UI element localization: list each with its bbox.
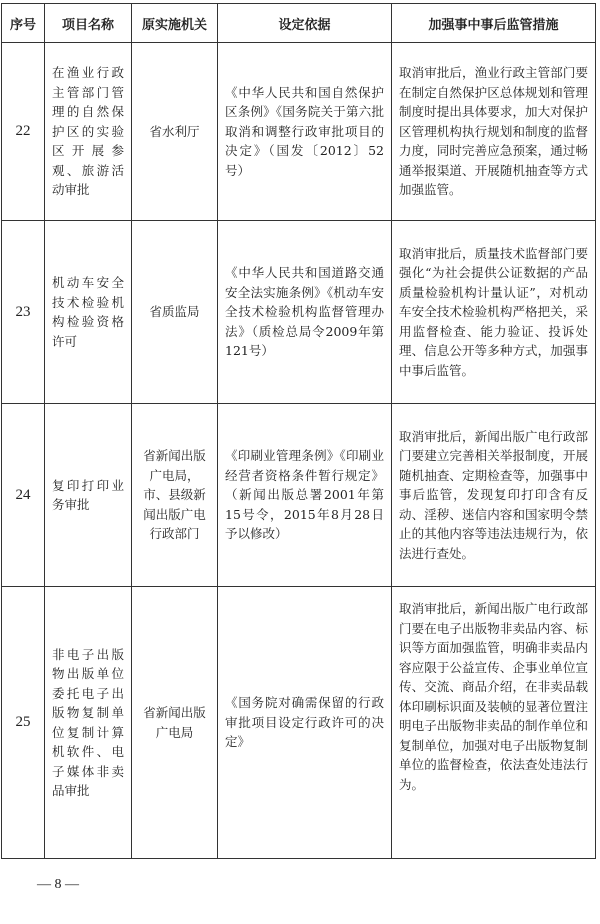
row-index: 23 <box>2 221 45 404</box>
row-agency <box>132 587 218 859</box>
row-item-name <box>45 43 132 221</box>
row-item-name-text: 在渔业行政主管部门管理的自然保护区的实验区开展参观、旅游活动审批 <box>52 65 124 198</box>
row-item-name-text: 复印打印业务审批 <box>52 477 124 512</box>
row-item-name-text: 非电子出版物出版单位委托电子出版物复制单位复制计算机软件、电子媒体非卖品审批 <box>52 646 124 798</box>
table-row <box>2 587 596 859</box>
row-agency <box>132 221 218 404</box>
page-number: — 8 — <box>37 877 79 892</box>
row-measures <box>392 404 596 587</box>
header-measures: 加强事中事后监管措施 <box>392 4 596 43</box>
row-legal-basis-text: 《印刷业管理条例》《印刷业经营者资格条件暂行规定》（新闻出版总署2001年第15号令，2015年8月28日予以修改） <box>225 448 384 542</box>
header-item-name: 项目名称 <box>45 4 132 43</box>
row-index: 22 <box>2 43 45 221</box>
row-legal-basis <box>218 587 392 859</box>
row-measures-text: 取消审批后，质量技术监督部门要强化“为社会提供公证数据的产品质量检验机构计量认证”，对机动车安全技术检验机构严格把关，采用监督检查、能力验证、投诉处理、信息公开等多种方式，加强事中事后监管。 <box>399 245 588 378</box>
row-item-name <box>45 587 132 859</box>
table-row <box>2 404 596 587</box>
row-legal-basis <box>218 221 392 404</box>
row-index: 24 <box>2 404 45 587</box>
row-legal-basis <box>218 404 392 587</box>
table-row <box>2 43 596 221</box>
header-index: 序号 <box>2 4 45 43</box>
row-agency <box>132 404 218 587</box>
row-measures-text: 取消审批后，新闻出版广电行政部门要在电子出版物非卖品内容、标识等方面加强监管，明确非卖品内容应限于公益宣传、企事业单位宣传、交流、商品介绍，在非卖品载体印刷标识面及装帧的显著位置注明电子出版物非卖品的制作单位和复制单位，加强对电子出版物复制单位的监督检查，依法查处违法行为。 <box>399 601 588 792</box>
row-agency-text: 省新闻出版广电局，市、县级新闻出版广电行政部门 <box>143 448 206 542</box>
row-measures <box>392 43 596 221</box>
row-index: 25 <box>2 587 45 859</box>
regulation-table <box>1 3 596 859</box>
row-item-name <box>45 221 132 404</box>
table-row <box>2 221 596 404</box>
header-agency: 原实施机关 <box>132 4 218 43</box>
row-item-name <box>45 404 132 587</box>
table-header-row <box>2 4 596 43</box>
row-legal-basis-text: 《中华人民共和国自然保护区条例》《国务院关于第六批取消和调整行政审批项目的决定》（国发〔2012〕52号） <box>225 84 384 178</box>
row-agency <box>132 43 218 221</box>
row-agency-text: 省质监局 <box>149 304 200 320</box>
row-legal-basis-text: 《中华人民共和国道路交通安全法实施条例》《机动车安全技术检验机构监督管理办法》（质检总局令2009年第121号） <box>225 265 384 359</box>
row-measures <box>392 221 596 404</box>
row-measures-text: 取消审批后，新闻出版广电行政部门要建立完善相关举报制度，开展随机抽查、定期检查等，加强事中事后监管，发现复印打印含有反动、淫秽、迷信内容和国家明令禁止的其他内容等违法违规行为，依法进行查处。 <box>399 428 588 561</box>
row-agency-text: 省水利厅 <box>149 123 200 139</box>
row-legal-basis-text: 《国务院对确需保留的行政审批项目设定行政许可的决定》 <box>225 695 384 750</box>
row-item-name-text: 机动车安全技术检验机构检验资格许可 <box>52 275 124 349</box>
row-agency-text: 省新闻出版广电局 <box>143 705 206 740</box>
row-measures-text: 取消审批后，渔业行政主管部门要在制定自然保护区总体规划和管理制度时提出具体要求，加大对保护区管理机构执行规划和制度的监督力度，同时完善应急预案，通过畅通举报渠道、开展随机抽查等方式加强监管。 <box>399 65 588 198</box>
row-legal-basis <box>218 43 392 221</box>
header-legal-basis: 设定依据 <box>218 4 392 43</box>
row-measures <box>392 587 596 859</box>
